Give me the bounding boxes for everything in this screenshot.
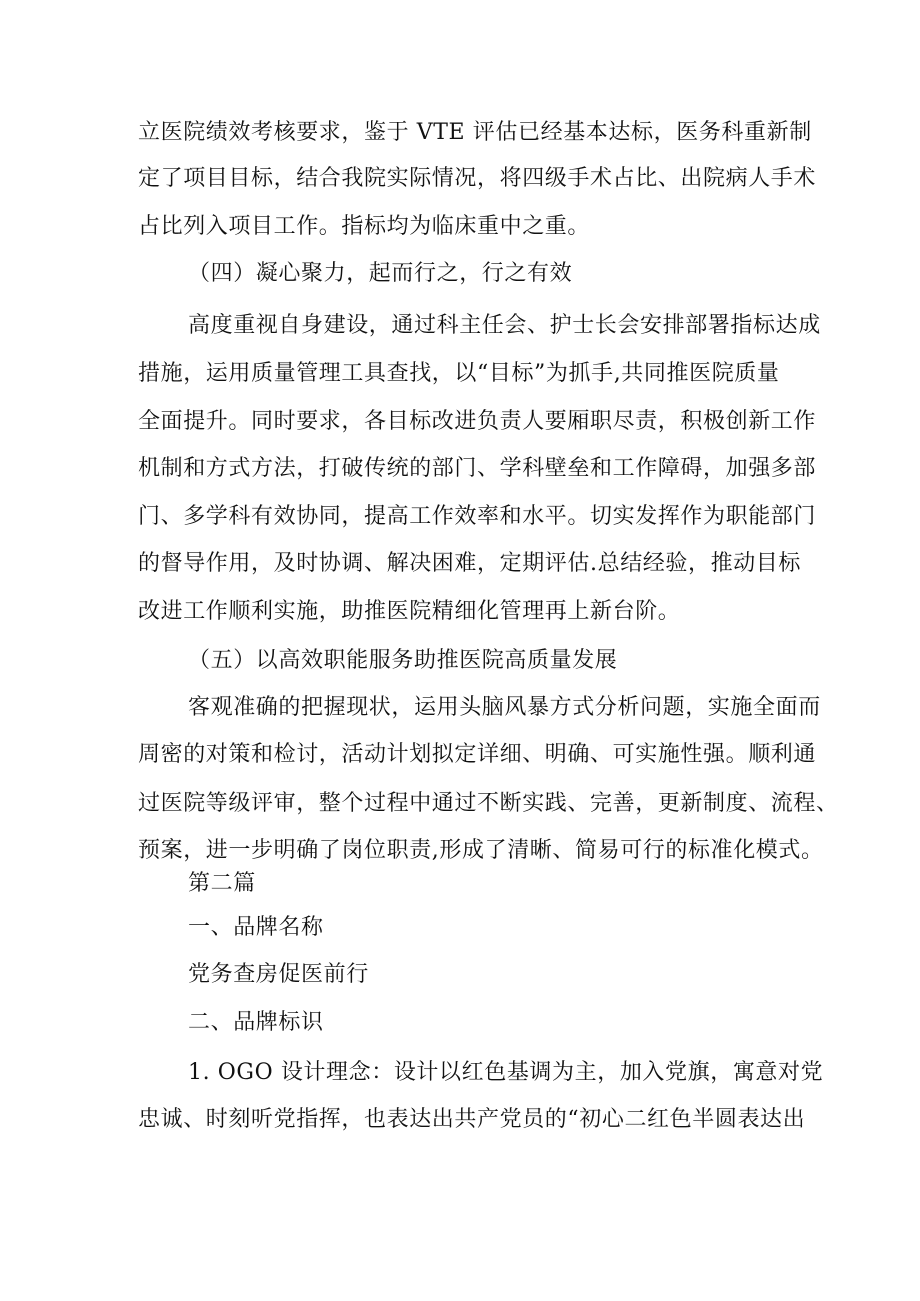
paragraph-line: 过医院等级评审，整个过程中通过不断实践、完善，更新制度、流程、 xyxy=(138,791,839,816)
section-heading-5: （五）以高效职能服务助推医院高质量发展 xyxy=(188,648,618,673)
paragraph-line: 占比列入项目工作。指标均为临床重中之重。 xyxy=(138,214,591,239)
paragraph-line: 周密的对策和检讨，活动计划拟定详细、明确、可实施性强。顺利通 xyxy=(138,742,817,767)
paragraph-line: 预案，进一步明确了岗位职责,形成了清晰、简易可行的标准化模式。 xyxy=(138,838,824,863)
paragraph-line: 措施，运用质量管理工具查找，以“目标”为抓手,共同推医院质量 xyxy=(138,361,780,386)
paragraph-line: 客观准确的把握现状，运用头脑风暴方式分析问题，实施全面而 xyxy=(188,695,821,720)
section-heading-brand-logo: 二、品牌标识 xyxy=(188,1010,324,1035)
paragraph-line: 门、多学科有效协同，提高工作效率和水平。切实发挥作为职能部门 xyxy=(138,504,817,529)
paragraph-line: 改进工作顺利实施，助推医院精细化管理再上新台阶。 xyxy=(138,599,681,624)
paragraph-line: 立医院绩效考核要求，鉴于 VTE 评估已经基本达标，医务科重新制 xyxy=(138,120,812,145)
paragraph-line: 的督导作用，及时协调、解决困难，定期评估.总结经验，推动目标 xyxy=(138,551,801,576)
section-heading-brand-name: 一、品牌名称 xyxy=(188,915,324,940)
brand-name-text: 党务查房促医前行 xyxy=(188,962,369,987)
paragraph-line: 忠诚、时刻听党指挥，也表达出共产党员的“初心二红色半圆表达出 xyxy=(138,1107,806,1132)
paragraph-line: 全面提升。同时要求，各目标改进负责人要厢职尽责，积极创新工作 xyxy=(138,409,817,434)
paragraph-line: 1. OGO 设计理念：设计以红色基调为主，加入党旗，寓意对党 xyxy=(188,1060,824,1085)
paragraph-line: 高度重视自身建设，通过科主任会、护士长会安排部署指标达成 xyxy=(188,313,821,338)
section-heading-4: （四）凝心聚力，起而行之，行之有效 xyxy=(188,261,573,286)
paragraph-line: 机制和方式方法，打破传统的部门、学科壁垒和工作障碍，加强多部 xyxy=(138,456,817,481)
chapter-title: 第二篇 xyxy=(188,871,256,896)
paragraph-line: 定了项目目标，结合我院实际情况，将四级手术占比、出院病人手术 xyxy=(138,166,817,191)
